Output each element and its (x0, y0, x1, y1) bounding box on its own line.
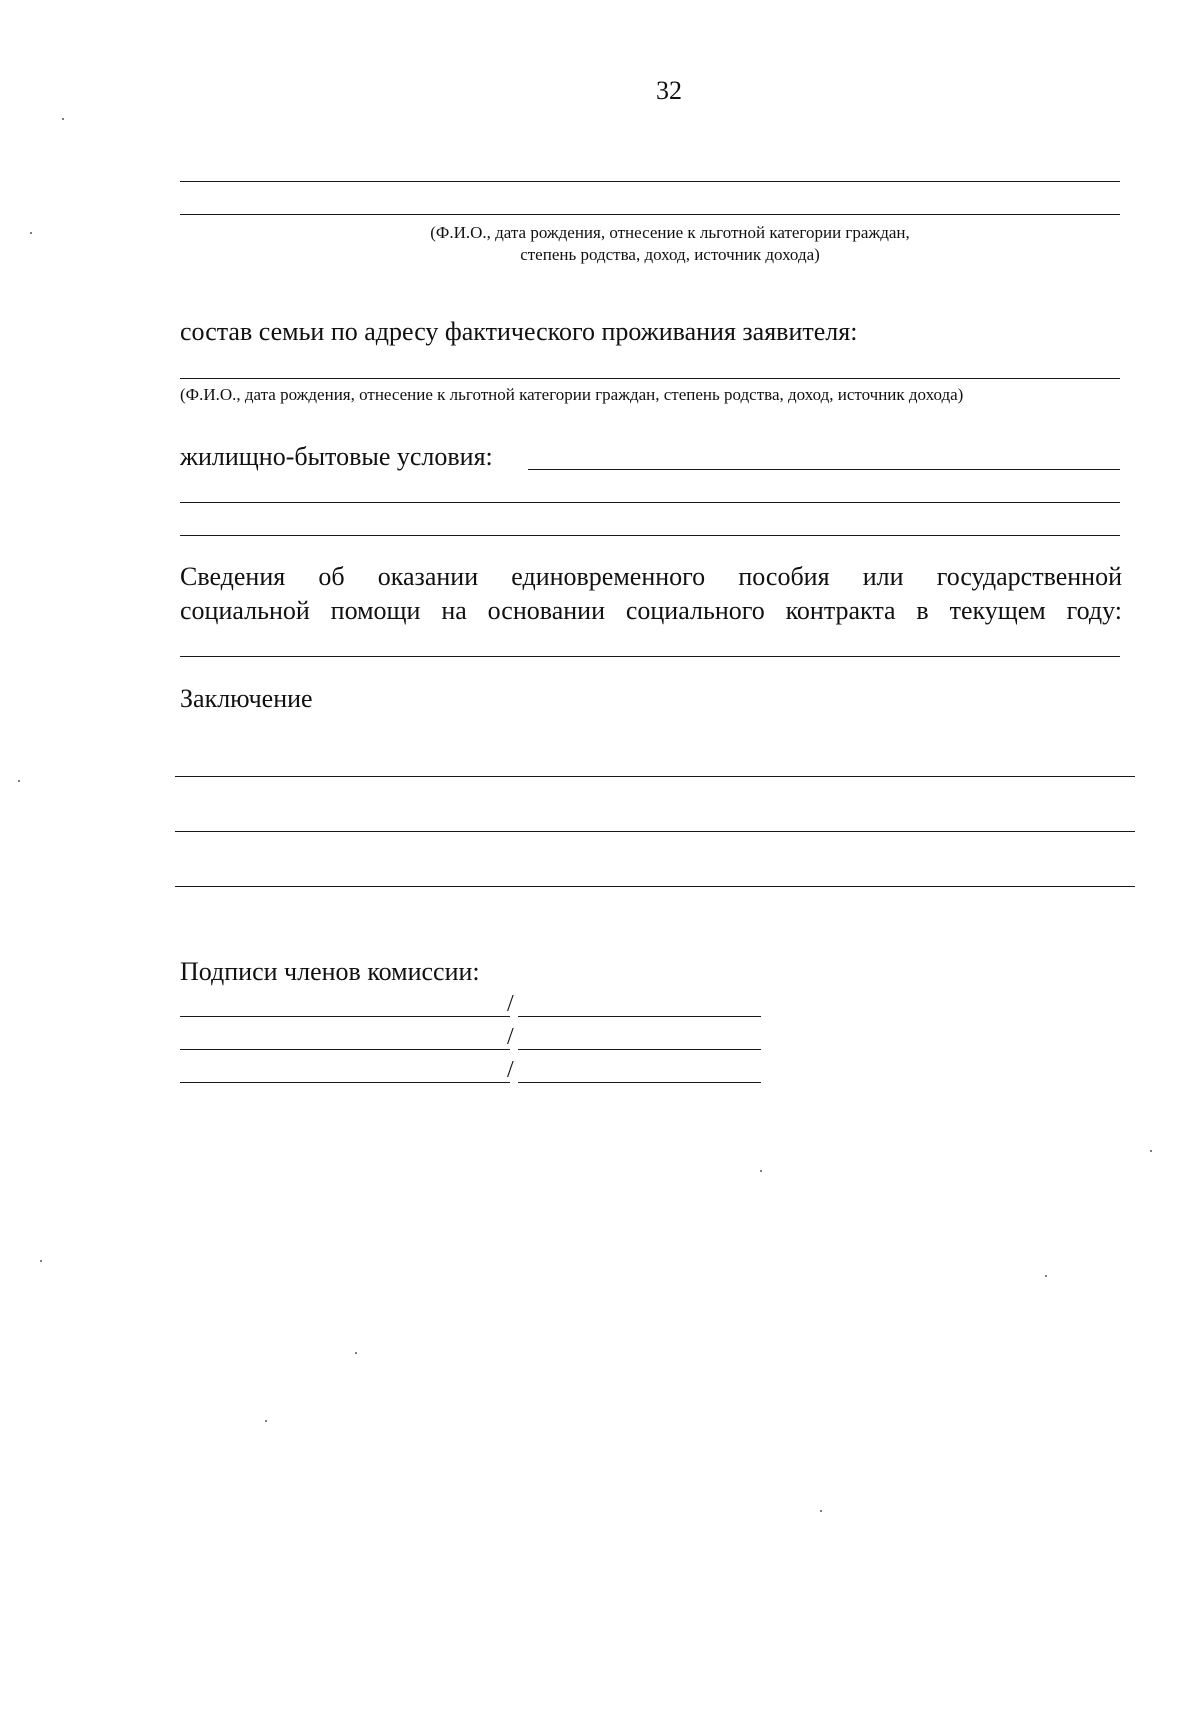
aid-info-text: социальной помощи на основании социального контракта в текущем году: (180, 596, 1122, 625)
field-caption: степень родства, доход, источник дохода) (520, 245, 820, 264)
name-line (518, 1016, 761, 1017)
field-caption: (Ф.И.О., дата рождения, отнесение к льготной категории граждан, степень родства, доход, источник дохода) (180, 385, 964, 404)
name-line (518, 1049, 761, 1050)
blank-line (180, 535, 1120, 536)
blank-line (180, 656, 1120, 657)
housing-conditions-label: жилищно-бытовые условия: (180, 442, 493, 471)
blank-line (175, 886, 1135, 887)
signature-line (180, 1082, 510, 1083)
blank-line (180, 502, 1120, 503)
blank-line (180, 181, 1120, 182)
aid-info-text: Сведения об оказании единовременного пособия или государственной (180, 562, 1122, 591)
blank-line (528, 469, 1120, 470)
blank-line (180, 214, 1120, 215)
name-line (518, 1082, 761, 1083)
signatures-label: Подписи членов комиссии: (180, 957, 480, 986)
signature-separator: / (507, 991, 514, 1017)
blank-line (175, 776, 1135, 777)
signature-line (180, 1016, 510, 1017)
blank-line (175, 831, 1135, 832)
conclusion-label: Заключение (180, 684, 313, 713)
signature-line (180, 1049, 510, 1050)
field-caption: (Ф.И.О., дата рождения, отнесение к льготной категории граждан, (430, 223, 910, 242)
signature-separator: / (507, 1057, 514, 1083)
blank-line (180, 378, 1120, 379)
family-composition-label: состав семьи по адресу фактического проживания заявителя: (180, 317, 858, 346)
page-number: 32 (656, 76, 682, 105)
signature-separator: / (507, 1024, 514, 1050)
